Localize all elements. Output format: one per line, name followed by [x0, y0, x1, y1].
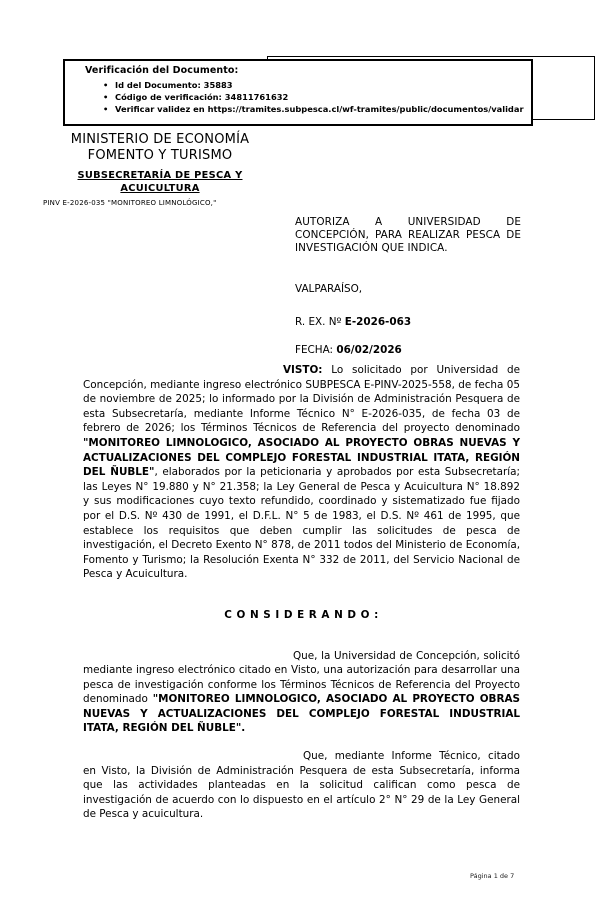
verification-item-url	[103, 103, 531, 115]
considerando-paragraph-2: Que, mediante Informe Técnico, citado en Visto, la División de Administración Pesquera de esta Subsecretaría, informa que las actividades planteadas en la solicitud califican como pesca de investigación de acuerdo con lo dispuesto en el artículo 2° N° 29 de la Ley General de Pesca y acuicultura.	[83, 750, 520, 821]
ministry-name-line1: MINISTERIO DE ECONOMÍA	[70, 132, 250, 147]
bullet-icon: •	[103, 92, 109, 102]
resolution-number-label: R. EX. Nº	[295, 315, 345, 328]
ministry-name-line2: FOMENTO Y TURISMO	[87, 147, 233, 163]
bullet-icon: •	[103, 80, 109, 90]
considerando-paragraph-1	[83, 649, 520, 737]
subsecretaria-line2: ACUICULTURA	[120, 182, 200, 194]
verification-box	[63, 59, 533, 126]
visto-text-before: Lo solicitado por Universidad de Concepción, mediante ingreso electrónico SUBPESCA E-PINV-2025-558, de fecha 05 de noviembre de 2025; lo informado por la División de Administración Pesquera de esta Subsecretaría, mediante Informe Técnico N° E-2026-035, de fecha 03 de febrero de 2026; los Términos Técnicos de Referencia del proyecto denominado	[83, 364, 520, 435]
ministry-header	[35, 132, 285, 195]
visto-project-name: "MONITOREO LIMNOLOGICO, ASOCIADO AL PROYECTO OBRAS NUEVAS Y ACTUALIZACIONES DEL COMPLEJO FORESTAL INDUSTRIAL ITATA, REGIÓN DEL ÑUBLE"	[83, 436, 520, 479]
date-value: 06/02/2026	[336, 343, 402, 356]
verification-item-text: Código de verificación: 34811761632	[115, 92, 289, 102]
city-line: VALPARAÍSO,	[295, 282, 363, 295]
subsecretaria-title	[35, 170, 285, 195]
date-label: FECHA:	[295, 343, 337, 356]
visto-text-after: , elaborados por la peticionaria y aprobados por esta Subsecretaría; las Leyes N° 19.880 y N° 21.358; la Ley General de Pesca y Acuicultura N° 18.892 y sus modificaciones cuyo texto refundido, coordinado y sistematizado fue fijado por el D.S. Nº 430 de 1991, el D.F.L. N° 5 de 1983, el D.S. Nº 461 de 1995, que establece los requisitos que deben cumplir las solicitudes de pesca de investigación, el Decreto Exento N° 878, de 2011 todos del Ministerio de Economía, Fomento y Turismo; la Resolución Exenta N° 332 de 2011, del Servicio Nacional de Pesca y Acuicultura.	[83, 466, 520, 581]
date-line	[295, 344, 521, 357]
considerando-heading: C O N S I D E R A N D O :	[224, 608, 379, 621]
resolution-number-line	[295, 316, 521, 329]
bullet-icon: •	[103, 104, 109, 114]
resolution-subject: AUTORIZA A UNIVERSIDAD DE CONCEPCIÓN, PARA REALIZAR PESCA DE INVESTIGACIÓN QUE INDICA.	[295, 216, 521, 255]
file-reference: PINV E-2026-035 "MONITOREO LIMNOLÓGICO,"	[43, 199, 217, 207]
verification-item-text: Verificar validez en https://tramites.subpesca.cl/wf-tramites/public/documentos/validar	[115, 104, 524, 114]
verification-item-text: Id del Documento: 35883	[115, 80, 233, 90]
visto-label: VISTO:	[283, 364, 323, 376]
resolution-title-block	[295, 216, 521, 357]
considerando-p1-project: "MONITOREO LIMNOLOGICO, ASOCIADO AL PROYECTO OBRAS NUEVAS Y ACTUALIZACIONES DEL COMPLEJO FORESTAL INDUSTRIAL ITATA, REGIÓN DEL ÑUBLE".	[83, 693, 520, 735]
document-body	[83, 363, 520, 835]
verification-item-id	[103, 79, 531, 91]
resolution-number-value: E-2026-063	[344, 315, 412, 328]
verification-item-code	[103, 91, 531, 103]
page-number: Página 1 de 7	[470, 872, 515, 880]
subsecretaria-line1: SUBSECRETARÍA DE PESCA Y	[77, 170, 243, 181]
visto-paragraph	[83, 363, 520, 582]
verification-list	[85, 79, 531, 115]
considerando-p1-text: Que, la Universidad de Concepción, solicitó mediante ingreso electrónico citado en Visto, una autorización para desarrollar una pesca de investigación conforme los Términos Técnicos de Referencia del Proyecto denominado	[83, 649, 520, 706]
verification-title: Verificación del Documento:	[85, 65, 239, 76]
